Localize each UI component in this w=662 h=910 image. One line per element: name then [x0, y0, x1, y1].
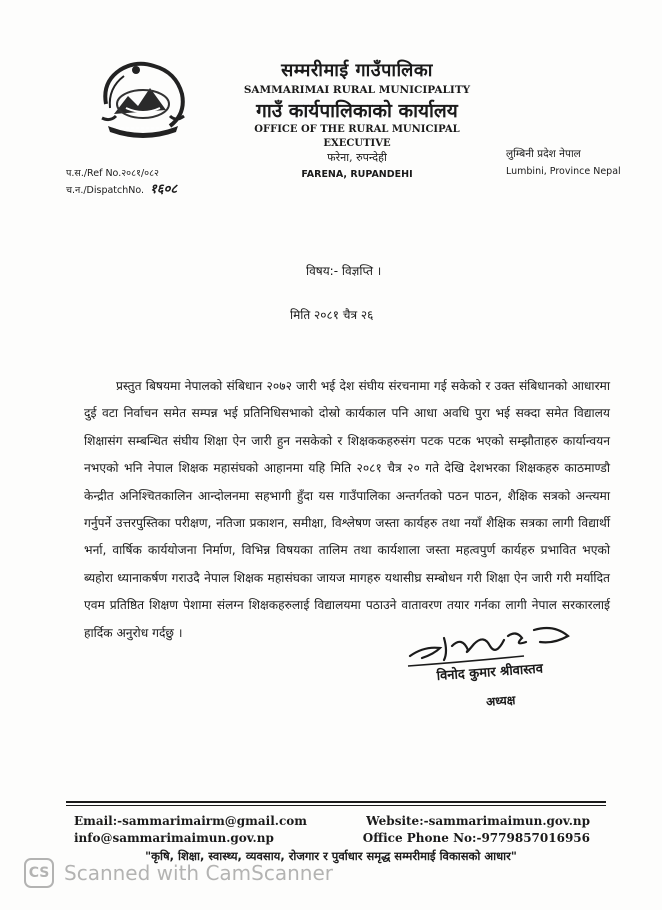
nepal-emblem-icon: [96, 58, 190, 140]
reference-block: [66, 166, 177, 199]
camscanner-logo-icon: CS: [24, 858, 54, 888]
municipality-name-np: सम्मरीमाई गाउँपालिका: [281, 60, 433, 81]
camscanner-text: Scanned with CamScanner: [64, 861, 333, 885]
footer-website: Website:-sammarimaimun.gov.np: [366, 814, 590, 828]
date-line: मिति २०८१ चैत्र २६: [290, 308, 374, 322]
dispatch-row: [66, 182, 177, 199]
province-np: लुम्बिनी प्रदेश नेपाल: [506, 148, 581, 160]
footer-phone: Office Phone No:-9779857016956: [362, 831, 590, 845]
province-en: Lumbini, Province Nepal: [506, 166, 621, 177]
place-en: FARENA, RUPANDEHI: [301, 169, 413, 180]
camscanner-watermark: [24, 858, 333, 888]
footer-email: Email:-sammarimairm@gmail.com: [74, 814, 307, 828]
place-np: फरेना, रुपन्देही: [327, 151, 387, 164]
footer-divider: [66, 801, 606, 803]
office-name-np: गाउँ कार्यपालिकाको कार्यालय: [256, 100, 458, 122]
notice-body: प्रस्तुत बिषयमा नेपालको संबिधान २०७२ जारी भई देश संघीय संरचनामा गई सकेको र उक्त संबिधानको आधारमा दुई वटा निर्वाचन समेत सम्पन्न भई प्रतिनिधिसभाको दोस्रो कार्यकाल पनि आधा अवधि पुरा भई सक्दा समेत विद्यालय शिक्षासंग सम्बन्धित संघीय शिक्षा ऐन जारी हुन नसकेको र शिक्षककहरुसंग पटक पटक भएको सम्झौताहरु कार्यान्वयन नभएको भनि नेपाल शिक्षक महासंघको आहानमा यहि मिति २०८१ चैत्र २० गते देखि देशभरका शिक्षकहरु काठमाण्डौ केन्द्रीत अनिश्चितकालिन आन्दोलनमा सहभागी हुँदा यस गाउँपालिका अन्तर्गतको पठन पाठन, शैक्षिक सत्रको अन्त्यमा गर्नुपर्ने उत्तरपुस्तिका परीक्षण, नतिजा प्रकाशन, समीक्षा, विश्लेषण जस्ता कार्यहरु तथा नयाँ शैक्षिक सत्रका लागी विद्यार्थी भर्ना, वार्षिक कार्ययोजना निर्माण, विभिन्न विषयका तालिम तथा कार्यशाला जस्ता महत्वपुर्ण कार्यहरु प्रभावित भएको ब्यहोरा ध्यानाकर्षण गराउदै नेपाल शिक्षक महासंघका जायज मागहरु यथासीघ्र सम्बोधन गरी शिक्षा ऐन जारी गरी मर्यादित एवम प्रतिष्ठित शिक्षण पेशामा संलग्न शिक्षकहरुलाई विद्यालयमा पठाउने वातावरण तयार गर्नका लागी नेपाल सरकारलाई हार्दिक अनुरोध गर्दछु ।: [84, 379, 610, 640]
municipality-name-en: SAMMARIMAI RURAL MUNICIPALITY: [243, 84, 471, 96]
footer-divider-thin: [66, 805, 606, 806]
footer-email-secondary: info@sammarimaimun.gov.np: [74, 831, 274, 845]
signatory-title: अध्यक्ष: [485, 692, 516, 710]
signatory-name: विनोद कुमार श्रीवास्तव: [436, 661, 544, 684]
office-name-en: OFFICE OF THE RURAL MUNICIPAL EXECUTIVE: [254, 124, 460, 149]
province-block: [506, 146, 626, 180]
dispatch-number: १६०८: [150, 182, 178, 197]
footer-slogan: "कृषि, शिक्षा, स्वास्थ्य, व्यवसाय, रोजगार र पुर्वाधार समृद्ध सम्मरीमाई विकासको आधार": [145, 849, 517, 863]
letterhead: [222, 60, 492, 182]
ref-number: प.स./Ref No.२०८१/०८२: [66, 168, 159, 179]
subject-line: विषय:- विज्ञप्ति ।: [306, 264, 382, 278]
dispatch-label: च.न./DispatchNo.: [66, 185, 145, 196]
